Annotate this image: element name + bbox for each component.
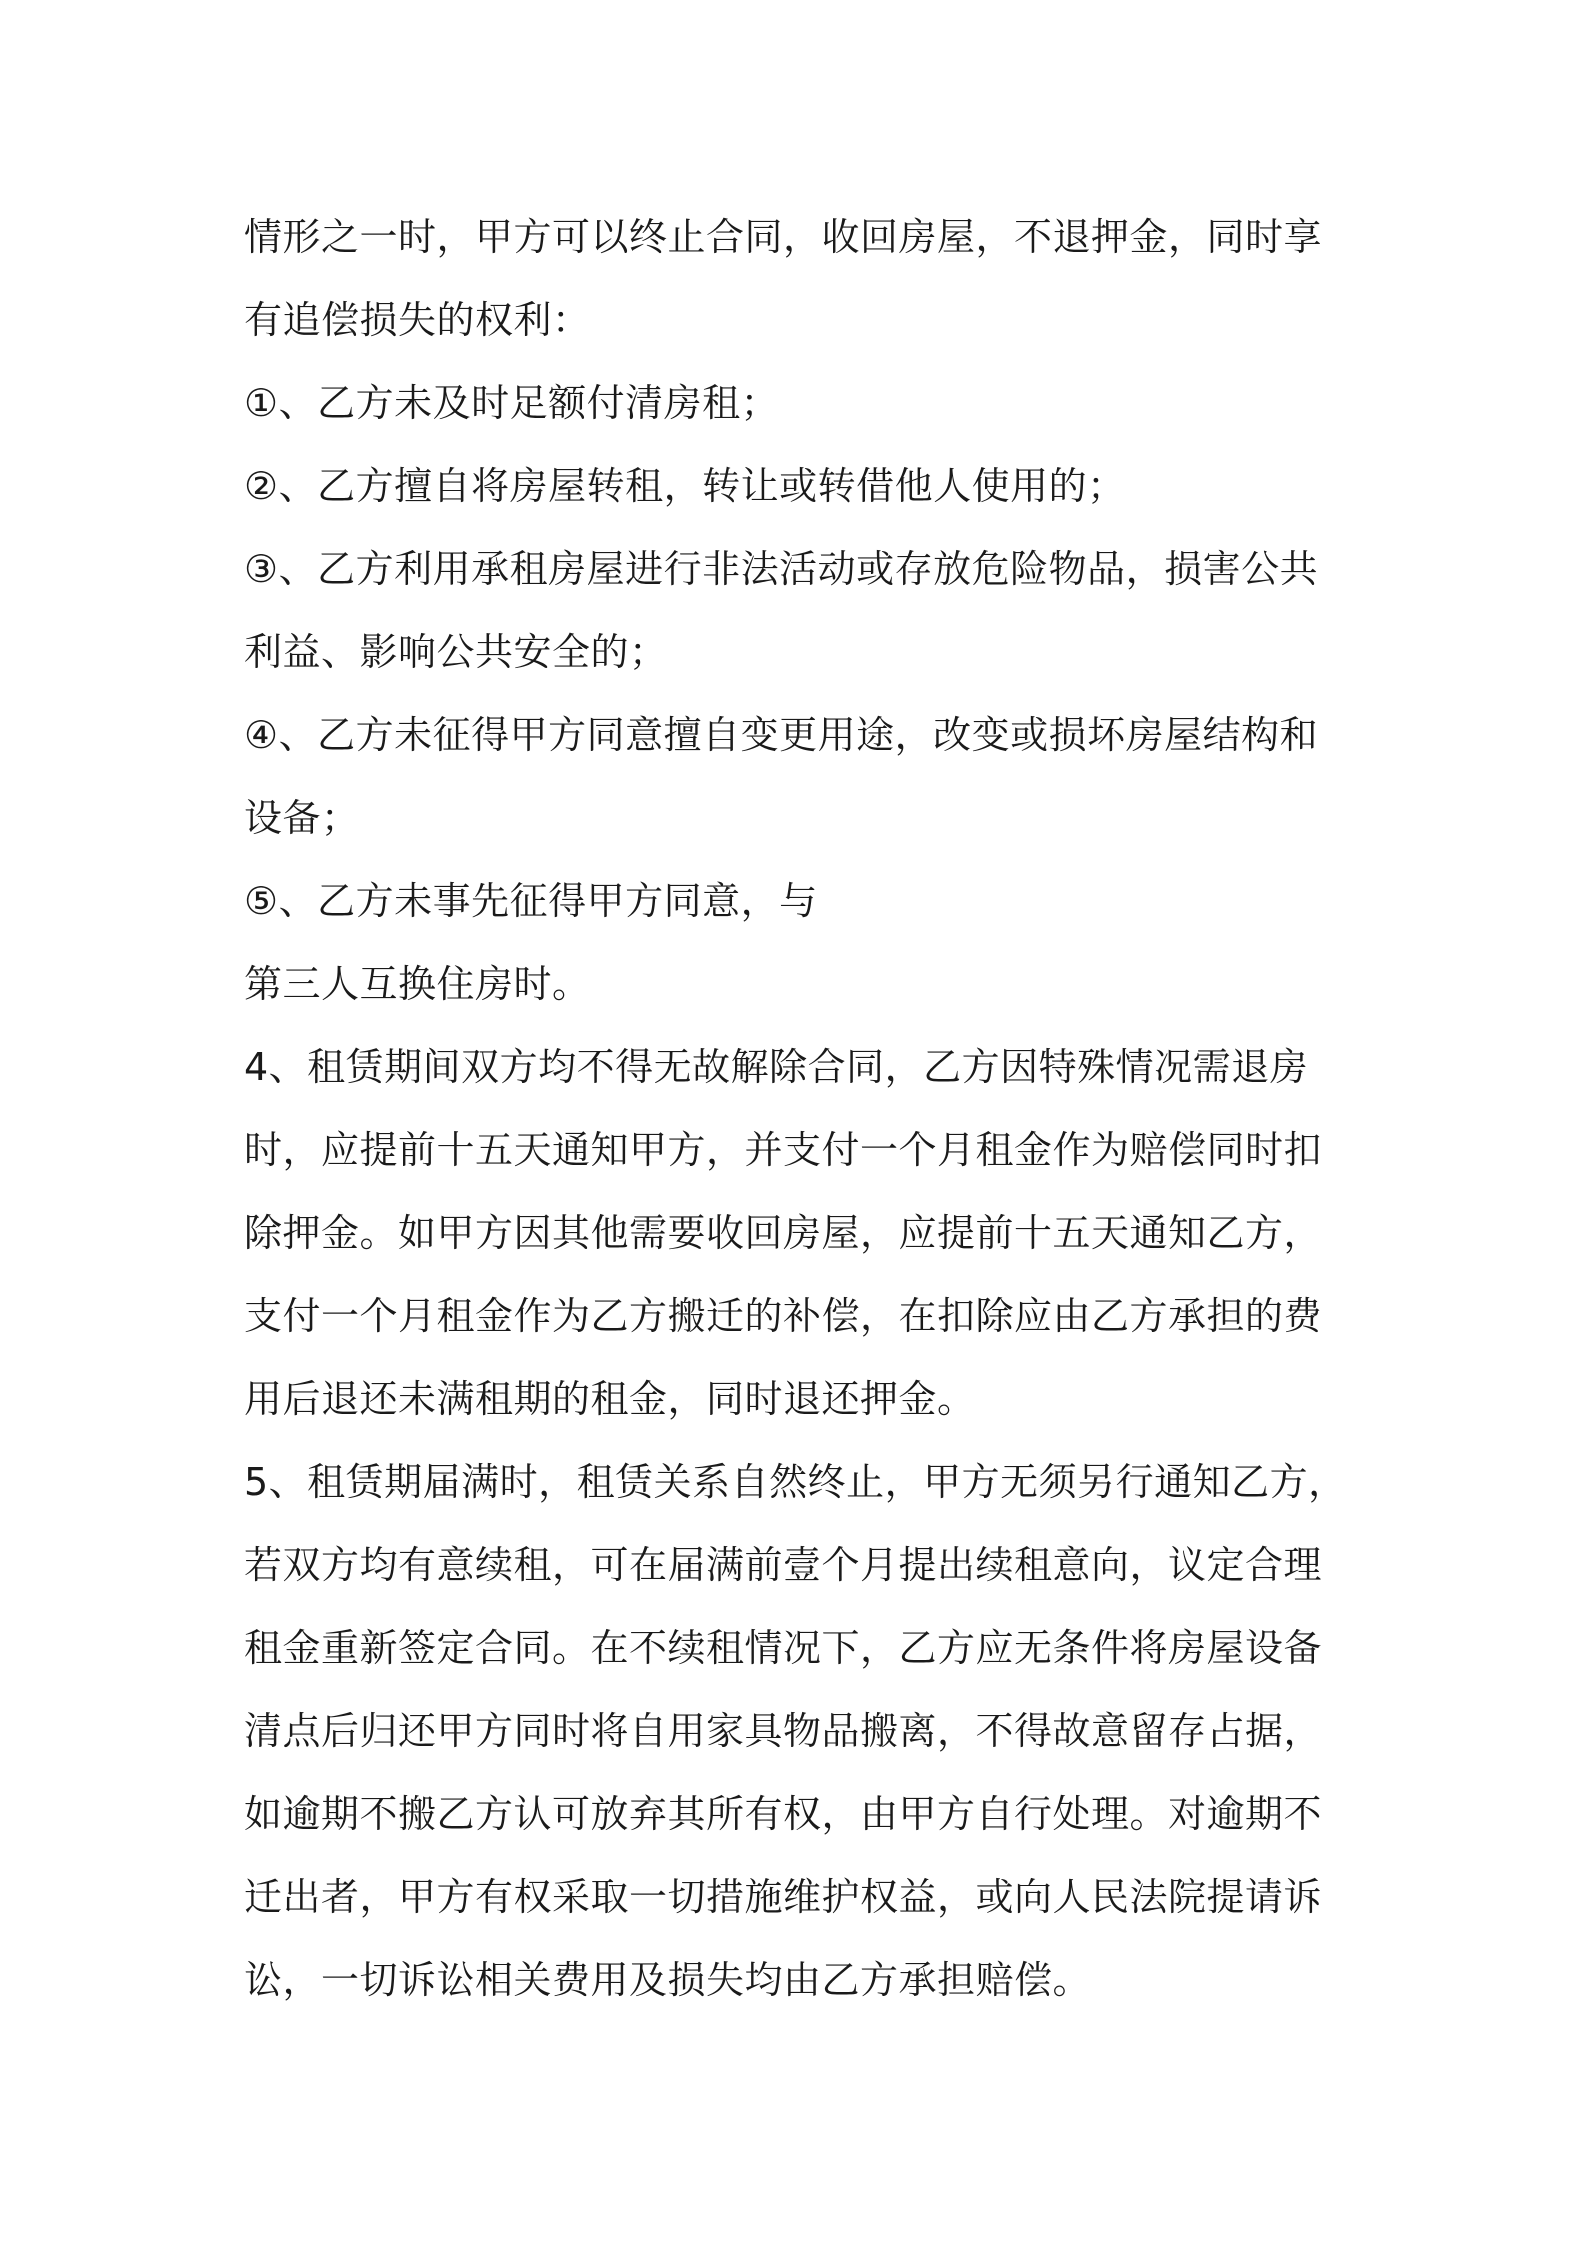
list-item: ④、乙方未征得甲方同意擅自变更用途，改变或损坏房屋结构和 (244, 713, 1319, 757)
text-line: 支付一个月租金作为乙方搬迁的补偿，在扣除应由乙方承担的费 (244, 1294, 1323, 1338)
text-line: 利益、影响公共安全的； (244, 630, 668, 674)
text-line: 若双方均有意续租，可在届满前壹个月提出续租意向，议定合理 (244, 1543, 1323, 1587)
clause-5: 5、租赁期届满时，租赁关系自然终止，甲方无须另行通知乙方， (244, 1460, 1347, 1504)
list-item: ⑤、乙方未事先征得甲方同意，与 (244, 879, 818, 923)
text-line: 除押金。如甲方因其他需要收回房屋，应提前十五天通知乙方， (244, 1211, 1323, 1255)
text-line: 情形之一时，甲方可以终止合同，收回房屋，不退押金，同时享 (244, 215, 1323, 259)
clause-4: 4、租赁期间双方均不得无故解除合同，乙方因特殊情况需退房 (244, 1045, 1309, 1089)
text-line: 用后退还未满租期的租金，同时退还押金。 (244, 1377, 976, 1421)
list-item: ①、乙方未及时足额付清房租； (244, 381, 780, 425)
text-line: 租金重新签定合同。在不续租情况下，乙方应无条件将房屋设备 (244, 1626, 1323, 1670)
contract-text (244, 196, 1374, 2022)
text-line: 迁出者，甲方有权采取一切措施维护权益，或向人民法院提请诉 (244, 1875, 1323, 1919)
text-line: 时，应提前十五天通知甲方，并支付一个月租金作为赔偿同时扣 (244, 1128, 1323, 1172)
text-line: 讼，一切诉讼相关费用及损失均由乙方承担赔偿。 (244, 1958, 1092, 2002)
list-item: ②、乙方擅自将房屋转租，转让或转借他人使用的； (244, 464, 1126, 508)
text-line: 有追偿损失的权利： (244, 298, 591, 342)
text-line: 第三人互换住房时。 (244, 962, 591, 1006)
text-line: 设备； (244, 796, 360, 840)
text-line: 如逾期不搬乙方认可放弃其所有权，由甲方自行处理。对逾期不 (244, 1792, 1323, 1836)
list-item: ③、乙方利用承租房屋进行非法活动或存放危险物品，损害公共 (244, 547, 1319, 591)
text-line: 清点后归还甲方同时将自用家具物品搬离，不得故意留存占据， (244, 1709, 1323, 1753)
